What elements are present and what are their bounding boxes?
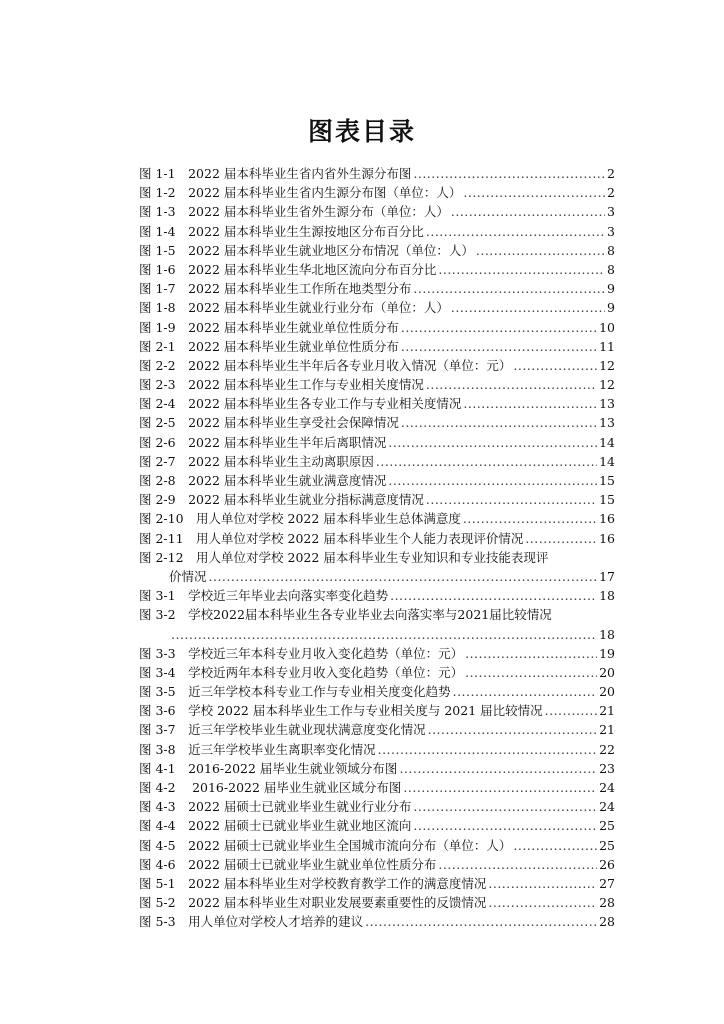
toc-page-number: 25	[599, 818, 615, 834]
toc-entry[interactable]	[139, 797, 615, 816]
toc-page-number: 15	[599, 492, 615, 508]
toc-page-number: 10	[599, 319, 615, 335]
toc-entry-label: 图 2-4 2022 届本科毕业生各专业工作与专业相关度情况	[139, 396, 462, 412]
toc-entry[interactable]	[139, 394, 615, 413]
toc-entry-label: 图 2-10 用人单位对学校 2022 届本科毕业生总体满意度	[139, 511, 461, 527]
toc-entry[interactable]	[139, 529, 615, 548]
table-of-figures	[139, 164, 615, 932]
toc-leader-dots	[413, 797, 597, 816]
toc-leader-dots	[426, 375, 597, 394]
toc-leader-dots	[426, 490, 597, 509]
toc-leader-dots	[413, 164, 605, 183]
toc-entry[interactable]	[139, 433, 615, 452]
toc-entry-label: 图 4-3 2022 届硕士已就业毕业生就业行业分布	[139, 799, 412, 815]
toc-entry-label: 图 2-5 2022 届本科毕业生享受社会保障情况	[139, 415, 399, 431]
toc-entry[interactable]	[139, 222, 615, 241]
toc-leader-dots	[413, 279, 605, 298]
toc-entry-label-continued: 价情况	[169, 568, 207, 584]
toc-entry-label: 图 1-9 2022 届本科毕业生就业单位性质分布	[139, 319, 399, 335]
toc-page-number: 25	[599, 837, 615, 853]
toc-page-number: 16	[599, 511, 615, 527]
toc-entry[interactable]	[139, 740, 615, 759]
toc-entry[interactable]	[139, 682, 615, 701]
toc-entry[interactable]	[139, 202, 615, 221]
toc-entry-label: 图 3-7 近三年学校毕业生就业现状满意度变化情况	[139, 722, 426, 738]
toc-leader-dots	[453, 682, 597, 701]
toc-entry-label: 图 4-2 2016-2022 届毕业生就业区域分布图	[139, 780, 402, 795]
toc-entry[interactable]	[139, 816, 615, 835]
toc-entry-continuation[interactable]	[139, 567, 615, 586]
toc-leader-dots	[209, 567, 598, 586]
toc-leader-dots	[463, 394, 597, 413]
toc-leader-dots	[465, 644, 597, 663]
toc-entry[interactable]	[139, 663, 615, 682]
toc-entry[interactable]	[139, 778, 615, 797]
toc-entry-label: 图 5-3 用人单位对学校人才培养的建议	[139, 914, 364, 930]
toc-page-number: 18	[599, 588, 615, 604]
toc-entry-label: 图 2-6 2022 届本科毕业生半年后离职情况	[139, 434, 387, 450]
toc-page-number: 23	[599, 760, 615, 776]
toc-entry[interactable]	[139, 318, 615, 337]
toc-leader-dots	[463, 509, 597, 528]
toc-entry[interactable]	[139, 720, 615, 739]
toc-page-number: 12	[599, 357, 615, 373]
toc-entry-label: 图 5-1 2022 届本科毕业生对学校教育教学工作的满意度情况	[139, 875, 487, 891]
toc-page-number: 21	[599, 722, 615, 738]
toc-leader-dots	[545, 701, 597, 720]
toc-entry-label: 图 2-7 2022 届本科毕业生主动离职原因	[139, 453, 374, 469]
toc-entry-label: 图 2-1 2022 届本科毕业生就业单位性质分布	[139, 338, 399, 354]
toc-entry-label: 图 2-11 用人单位对学校 2022 届本科毕业生个人能力表现评价情况	[139, 530, 524, 546]
toc-entry-label: 图 1-6 2022 届本科毕业生华北地区流向分布百分比	[139, 261, 437, 277]
toc-entry-label: 图 2-8 2022 届本科毕业生就业满意度情况	[139, 473, 387, 488]
toc-entry-label: 图 3-8 近三年学校毕业生离职率变化情况	[139, 741, 376, 757]
toc-entry[interactable]	[139, 452, 615, 471]
toc-page-number: 8	[607, 261, 615, 277]
toc-page-number: 13	[599, 415, 615, 431]
toc-page-number: 14	[599, 453, 615, 469]
toc-entry[interactable]	[139, 874, 615, 893]
toc-entry-label: 图 1-2 2022 届本科毕业生省内生源分布图（单位：人）	[139, 185, 462, 201]
toc-entry[interactable]	[139, 471, 615, 490]
toc-page-number: 21	[599, 703, 615, 719]
toc-leader-dots	[476, 241, 605, 260]
toc-entry[interactable]	[139, 279, 615, 298]
toc-leader-dots	[451, 298, 605, 317]
toc-page-number: 26	[599, 856, 615, 872]
toc-leader-dots	[428, 720, 597, 739]
toc-entry-label: 图 4-4 2022 届硕士已就业毕业生就业地区流向	[139, 818, 412, 834]
toc-leader-dots	[513, 836, 597, 855]
toc-leader-dots	[378, 740, 597, 759]
toc-entry-label: 图 4-1 2016-2022 届毕业生就业领域分布图	[139, 760, 398, 776]
toc-entry-label: 图 4-5 2022 届硕士已就业毕业生全国城市流向分布（单位：人）	[139, 837, 512, 853]
toc-page-number: 11	[599, 338, 615, 354]
toc-entry[interactable]	[139, 701, 615, 720]
toc-leader-dots	[388, 433, 597, 452]
toc-entry-continuation[interactable]	[139, 625, 615, 644]
toc-page-number: 24	[599, 799, 615, 815]
toc-page-number: 9	[607, 300, 615, 316]
toc-entry-label: 图 1-8 2022 届本科毕业生就业行业分布（单位：人）	[139, 300, 449, 316]
toc-page-number: 19	[599, 645, 615, 661]
toc-page-number: 12	[599, 377, 615, 393]
toc-entry-label: 图 2-2 2022 届本科毕业生半年后各专业月收入情况（单位：元）	[139, 357, 512, 373]
toc-entry[interactable]	[139, 548, 615, 567]
toc-page-number: 3	[607, 204, 615, 220]
page-title: 图表目录	[307, 117, 416, 146]
toc-page-number: 16	[599, 530, 615, 546]
toc-leader-dots	[465, 663, 597, 682]
toc-leader-dots	[426, 222, 605, 241]
toc-page-number: 15	[599, 473, 615, 488]
toc-entry-label: 图 3-4 学校近两年本科专业月收入变化趋势（单位：元）	[139, 664, 464, 680]
toc-leader-dots	[513, 356, 597, 375]
toc-entry[interactable]	[139, 298, 615, 317]
toc-entry[interactable]	[139, 490, 615, 509]
toc-page-number: 20	[599, 684, 615, 700]
toc-entry[interactable]	[139, 912, 615, 931]
toc-entry-label: 图 1-5 2022 届本科毕业生就业地区分布情况（单位：人）	[139, 242, 474, 258]
toc-page-number: 28	[599, 895, 615, 911]
toc-entry[interactable]	[139, 605, 615, 624]
toc-page-number: 13	[599, 396, 615, 412]
toc-page-number: 2	[607, 185, 615, 201]
toc-entry[interactable]	[139, 836, 615, 855]
toc-leader-dots	[488, 874, 597, 893]
toc-entry-label: 图 3-1 学校近三年毕业去向落实率变化趋势	[139, 588, 389, 604]
toc-entry-label: 图 2-9 2022 届本科毕业生就业分指标满意度情况	[139, 492, 424, 508]
toc-entry-label: 图 2-3 2022 届本科毕业生工作与专业相关度情况	[139, 377, 424, 393]
toc-entry-label: 图 4-6 2022 届硕士已就业毕业生就业单位性质分布	[139, 856, 437, 872]
toc-entry[interactable]	[139, 260, 615, 279]
toc-entry[interactable]	[139, 586, 615, 605]
toc-entry[interactable]	[139, 893, 615, 912]
toc-page-number: 28	[599, 914, 615, 930]
toc-leader-dots	[401, 318, 597, 337]
toc-leader-dots	[403, 778, 597, 797]
toc-entry[interactable]	[139, 644, 615, 663]
toc-page-number: 9	[607, 281, 615, 297]
toc-entry[interactable]	[139, 413, 615, 432]
toc-entry-label: 图 2-12 用人单位对学校 2022 届本科毕业生专业知识和专业技能表现评	[139, 549, 549, 565]
toc-entry-label: 图 3-6 学校 2022 届本科毕业生工作与专业相关度与 2021 届比较情况	[139, 703, 543, 719]
toc-leader-dots	[388, 471, 597, 490]
toc-entry-label: 图 5-2 2022 届本科毕业生对职业发展要素重要性的反馈情况	[139, 895, 487, 911]
toc-page-number: 3	[607, 223, 615, 239]
toc-entry-label: 图 1-3 2022 届本科毕业生省外生源分布（单位：人）	[139, 204, 449, 220]
toc-page-number: 27	[599, 875, 615, 891]
toc-page-number: 2	[607, 166, 615, 181]
toc-entry[interactable]	[139, 164, 615, 183]
toc-leader-dots	[451, 202, 605, 221]
toc-page-number: 14	[599, 434, 615, 450]
toc-page-number: 22	[599, 741, 615, 757]
toc-entry-label: 图 1-7 2022 届本科毕业生工作所在地类型分布	[139, 281, 412, 297]
toc-leader-dots	[171, 625, 597, 644]
toc-page-number: 17	[599, 568, 615, 584]
toc-page-number: 24	[599, 780, 615, 795]
toc-page-number: 18	[599, 626, 615, 642]
toc-entry-label: 图 3-3 学校近三年本科专业月收入变化趋势（单位：元）	[139, 645, 464, 661]
toc-leader-dots	[376, 452, 597, 471]
toc-page-number: 20	[599, 664, 615, 680]
toc-entry[interactable]	[139, 183, 615, 202]
toc-page-number: 8	[607, 242, 615, 258]
toc-leader-dots	[463, 183, 605, 202]
toc-entry[interactable]	[139, 337, 615, 356]
toc-entry-label: 图 1-1 2022 届本科毕业生省内省外生源分布图	[139, 166, 412, 181]
toc-entry[interactable]	[139, 356, 615, 375]
toc-entry-label: 图 3-5 近三年学校本科专业工作与专业相关度变化趋势	[139, 684, 451, 700]
toc-leader-dots	[438, 260, 605, 279]
toc-leader-dots	[399, 759, 597, 778]
toc-leader-dots	[401, 337, 597, 356]
toc-leader-dots	[413, 816, 597, 835]
toc-leader-dots	[438, 855, 597, 874]
toc-entry[interactable]	[139, 509, 615, 528]
toc-entry[interactable]	[139, 241, 615, 260]
toc-leader-dots	[390, 586, 597, 605]
toc-entry-label: 图 1-4 2022 届本科毕业生生源按地区分布百分比	[139, 223, 424, 239]
toc-entry[interactable]	[139, 375, 615, 394]
toc-leader-dots	[365, 912, 597, 931]
toc-leader-dots	[401, 413, 597, 432]
toc-entry[interactable]	[139, 759, 615, 778]
toc-entry[interactable]	[139, 855, 615, 874]
toc-leader-dots	[525, 529, 597, 548]
toc-entry-label: 图 3-2 学校2022届本科毕业生各专业毕业去向落实率与2021届比较情况	[139, 607, 552, 623]
toc-leader-dots	[488, 893, 597, 912]
